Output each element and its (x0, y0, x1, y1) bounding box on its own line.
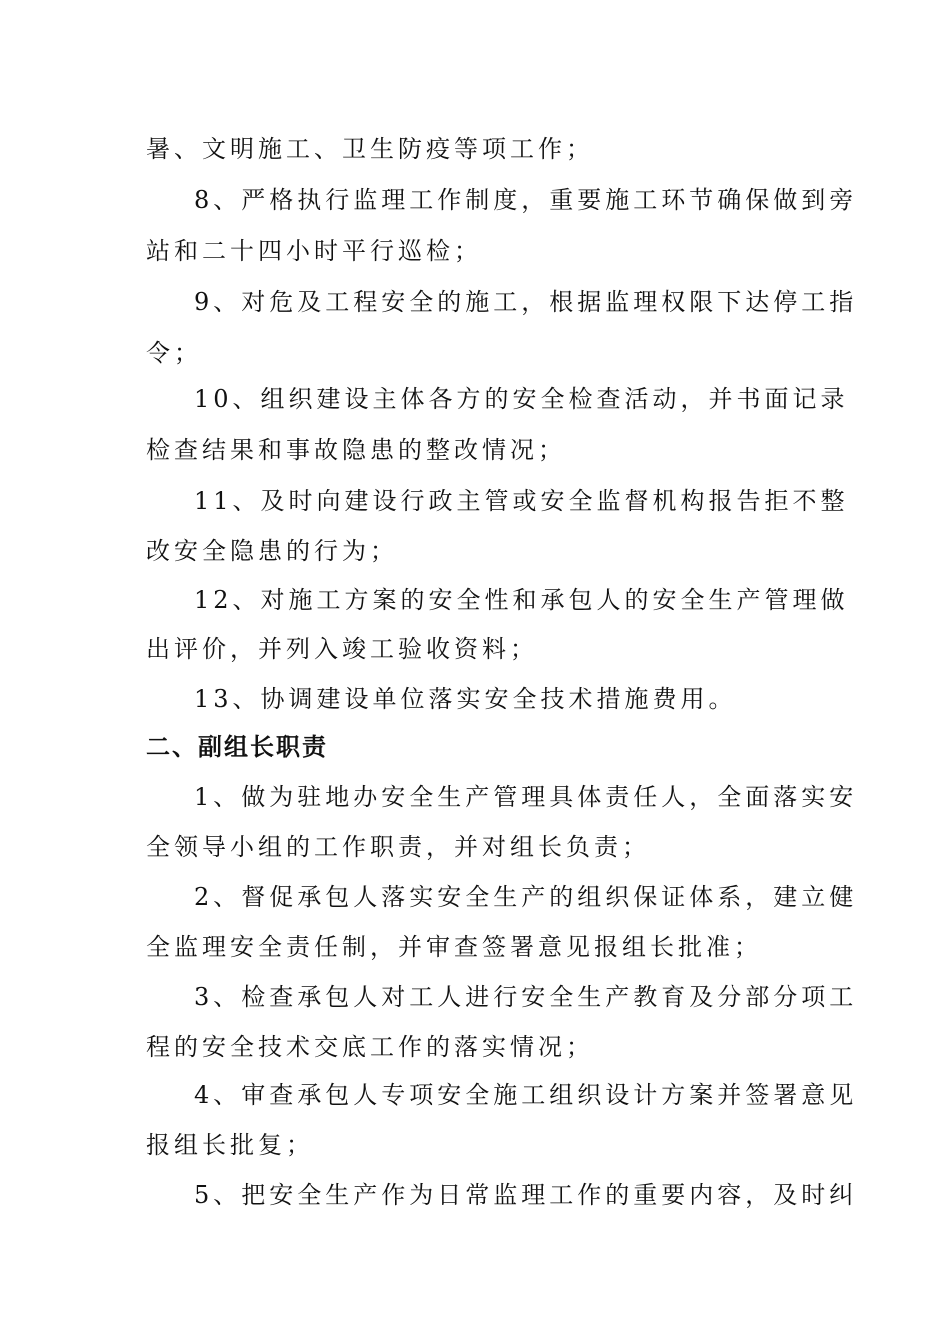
text-line: 改安全隐患的行为； (146, 537, 398, 565)
list-item-3: 3、检查承包人对工人进行安全生产教育及分部分项工 (194, 983, 858, 1011)
list-item-13: 13、协调建设单位落实安全技术措施费用。 (194, 685, 737, 713)
text-line: 站和二十四小时平行巡检； (146, 237, 482, 265)
list-item-9: 9、对危及工程安全的施工，根据监理权限下达停工指 (194, 288, 858, 316)
text-line: 出评价，并列入竣工验收资料； (146, 635, 538, 663)
list-item-10: 10、组织建设主体各方的安全检查活动，并书面记录 (194, 385, 849, 413)
list-item-2: 2、督促承包人落实安全生产的组织保证体系，建立健 (194, 883, 858, 911)
text-line: 程的安全技术交底工作的落实情况； (146, 1033, 594, 1061)
text-line: 检查结果和事故隐患的整改情况； (146, 436, 566, 464)
list-item-4: 4、审查承包人专项安全施工组织设计方案并签署意见 (194, 1081, 858, 1109)
list-item-8: 8、严格执行监理工作制度，重要施工环节确保做到旁 (194, 186, 858, 214)
text-line: 令； (146, 339, 202, 367)
list-item-11: 11、及时向建设行政主管或安全监督机构报告拒不整 (194, 487, 849, 515)
text-line: 全监理安全责任制，并审查签署意见报组长批准； (146, 933, 762, 961)
text-line: 暑、文明施工、卫生防疫等项工作； (146, 135, 594, 163)
list-item-12: 12、对施工方案的安全性和承包人的安全生产管理做 (194, 586, 849, 614)
text-line: 报组长批复； (146, 1131, 314, 1159)
section-heading: 二、副组长职责 (146, 733, 328, 761)
list-item-5: 5、把安全生产作为日常监理工作的重要内容，及时纠 (194, 1181, 858, 1209)
text-line: 全领导小组的工作职责，并对组长负责； (146, 833, 650, 861)
list-item-1: 1、做为驻地办安全生产管理具体责任人，全面落实安 (194, 783, 858, 811)
